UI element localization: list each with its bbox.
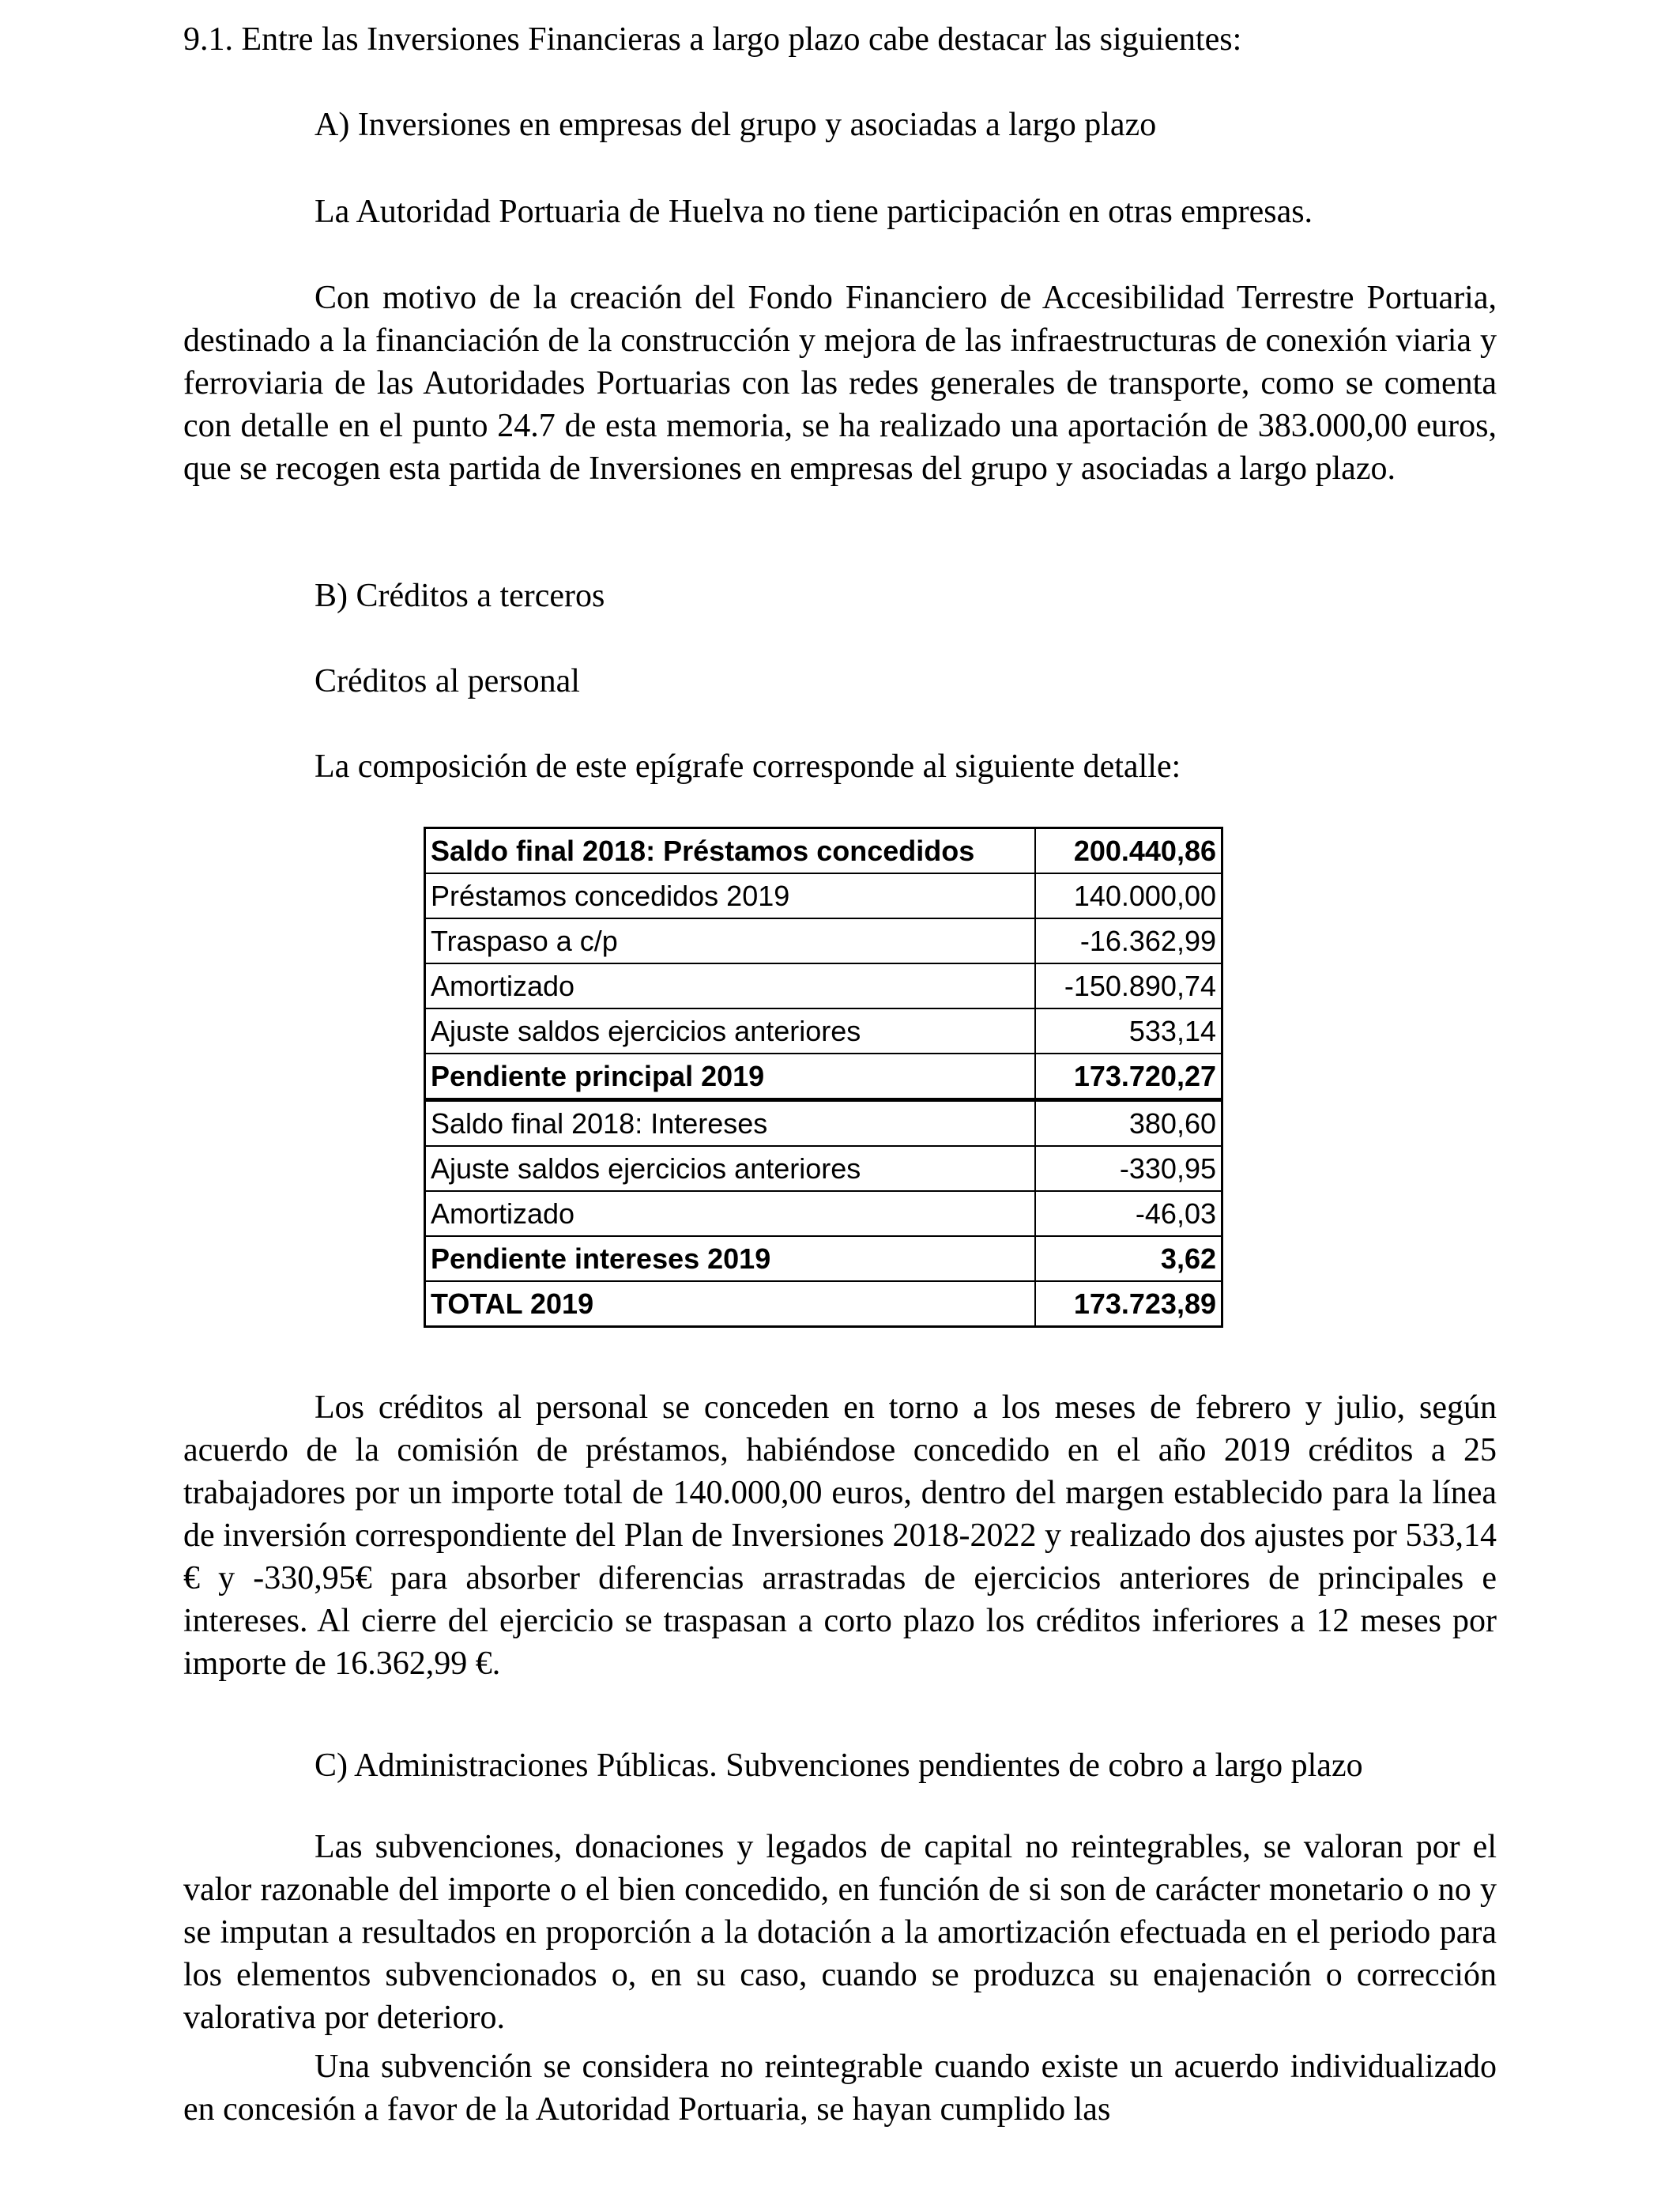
row-label: Saldo final 2018: Intereses [425, 1100, 1035, 1147]
row-value: 173.723,89 [1035, 1281, 1222, 1327]
section-heading: 9.1. Entre las Inversiones Financieras a largo plazo cabe destacar las siguientes: [183, 21, 1242, 58]
table-row [425, 1146, 1222, 1191]
table-row [425, 828, 1222, 874]
section-c-paragraph-2 [183, 2045, 1497, 2131]
row-label: Préstamos concedidos 2019 [425, 873, 1035, 918]
row-value: -330,95 [1035, 1146, 1222, 1191]
row-label: Amortizado [425, 963, 1035, 1008]
row-value: -150.890,74 [1035, 963, 1222, 1008]
section-b-paragraph-text: Los créditos al personal se conceden en torno a los meses de febrero y julio, según acuerdo de la comisión de préstamos, habiéndose concedido en el año 2019 créditos a 25 trabajadores por un importe total de 140.000,00 euros, dentro del margen establecido para la línea de inversión correspondiente del Plan de Inversiones 2018-2022 y realizado dos ajustes por 533,14 € y -330,95€ para absorber diferencias arrastradas de ejercicios anteriores de principales e intereses. Al cierre del ejercicio se traspasan a corto plazo los créditos inferiores a 12 meses por importe de 16.362,99 €. [183, 1389, 1497, 1682]
table-row [425, 918, 1222, 963]
section-b-title: B) Créditos a terceros [315, 578, 605, 614]
row-label: Ajuste saldos ejercicios anteriores [425, 1146, 1035, 1191]
table-row [425, 963, 1222, 1008]
row-value: -16.362,99 [1035, 918, 1222, 963]
table-row [425, 1008, 1222, 1054]
row-value: 533,14 [1035, 1008, 1222, 1054]
table-row [425, 1054, 1222, 1100]
row-value: 173.720,27 [1035, 1054, 1222, 1100]
credits-detail-table [424, 827, 1223, 1328]
table-row [425, 1100, 1222, 1147]
row-label: Ajuste saldos ejercicios anteriores [425, 1008, 1035, 1054]
row-label: Pendiente intereses 2019 [425, 1236, 1035, 1281]
table-row [425, 1236, 1222, 1281]
section-c-title: C) Administraciones Públicas. Subvenciones pendientes de cobro a largo plazo [315, 1747, 1363, 1784]
table-row [425, 873, 1222, 918]
table-row [425, 1191, 1222, 1236]
row-label: TOTAL 2019 [425, 1281, 1035, 1327]
section-c-paragraph-1-text: Las subvenciones, donaciones y legados de capital no reintegrables, se valoran por el valor razonable del importe o el bien concedido, en función de si son de carácter monetario o no y se imputan a resultados en proporción a la dotación a la amortización efectuada en el periodo para los elementos subvencionados o, en su caso, cuando se produzca su enajenación o corrección valorativa por deterioro. [183, 1829, 1497, 2036]
row-value: 380,60 [1035, 1100, 1222, 1147]
section-c-paragraph-1 [183, 1826, 1497, 2039]
row-label: Amortizado [425, 1191, 1035, 1236]
section-b-paragraph [183, 1386, 1497, 1685]
section-a-note: La Autoridad Portuaria de Huelva no tiene participación en otras empresas. [315, 194, 1313, 230]
row-value: 3,62 [1035, 1236, 1222, 1281]
section-b-intro: La composición de este epígrafe corresponde al siguiente detalle: [315, 748, 1181, 785]
section-a-paragraph-text: Con motivo de la creación del Fondo Financiero de Accesibilidad Terrestre Portuaria, destinado a la financiación de la construcción y mejora de las infraestructuras de conexión viaria y ferroviaria de las Autoridades Portuarias con las redes generales de transporte, como se comenta con detalle en el punto 24.7 de esta memoria, se ha realizado una aportación de 383.000,00 euros, que se recogen esta partida de Inversiones en empresas del grupo y asociadas a largo plazo. [183, 280, 1497, 487]
row-label: Saldo final 2018: Préstamos concedidos [425, 828, 1035, 874]
row-label: Pendiente principal 2019 [425, 1054, 1035, 1100]
row-value: -46,03 [1035, 1191, 1222, 1236]
section-a-title: A) Inversiones en empresas del grupo y asociadas a largo plazo [315, 107, 1157, 143]
row-value: 140.000,00 [1035, 873, 1222, 918]
row-label: Traspaso a c/p [425, 918, 1035, 963]
section-b-subtitle: Créditos al personal [315, 663, 580, 699]
row-value: 200.440,86 [1035, 828, 1222, 874]
section-a-paragraph [183, 277, 1497, 490]
table-row [425, 1281, 1222, 1327]
section-c-paragraph-2-text: Una subvención se considera no reintegrable cuando existe un acuerdo individualizado en concesión a favor de la Autoridad Portuaria, se hayan cumplido las [183, 2049, 1497, 2128]
